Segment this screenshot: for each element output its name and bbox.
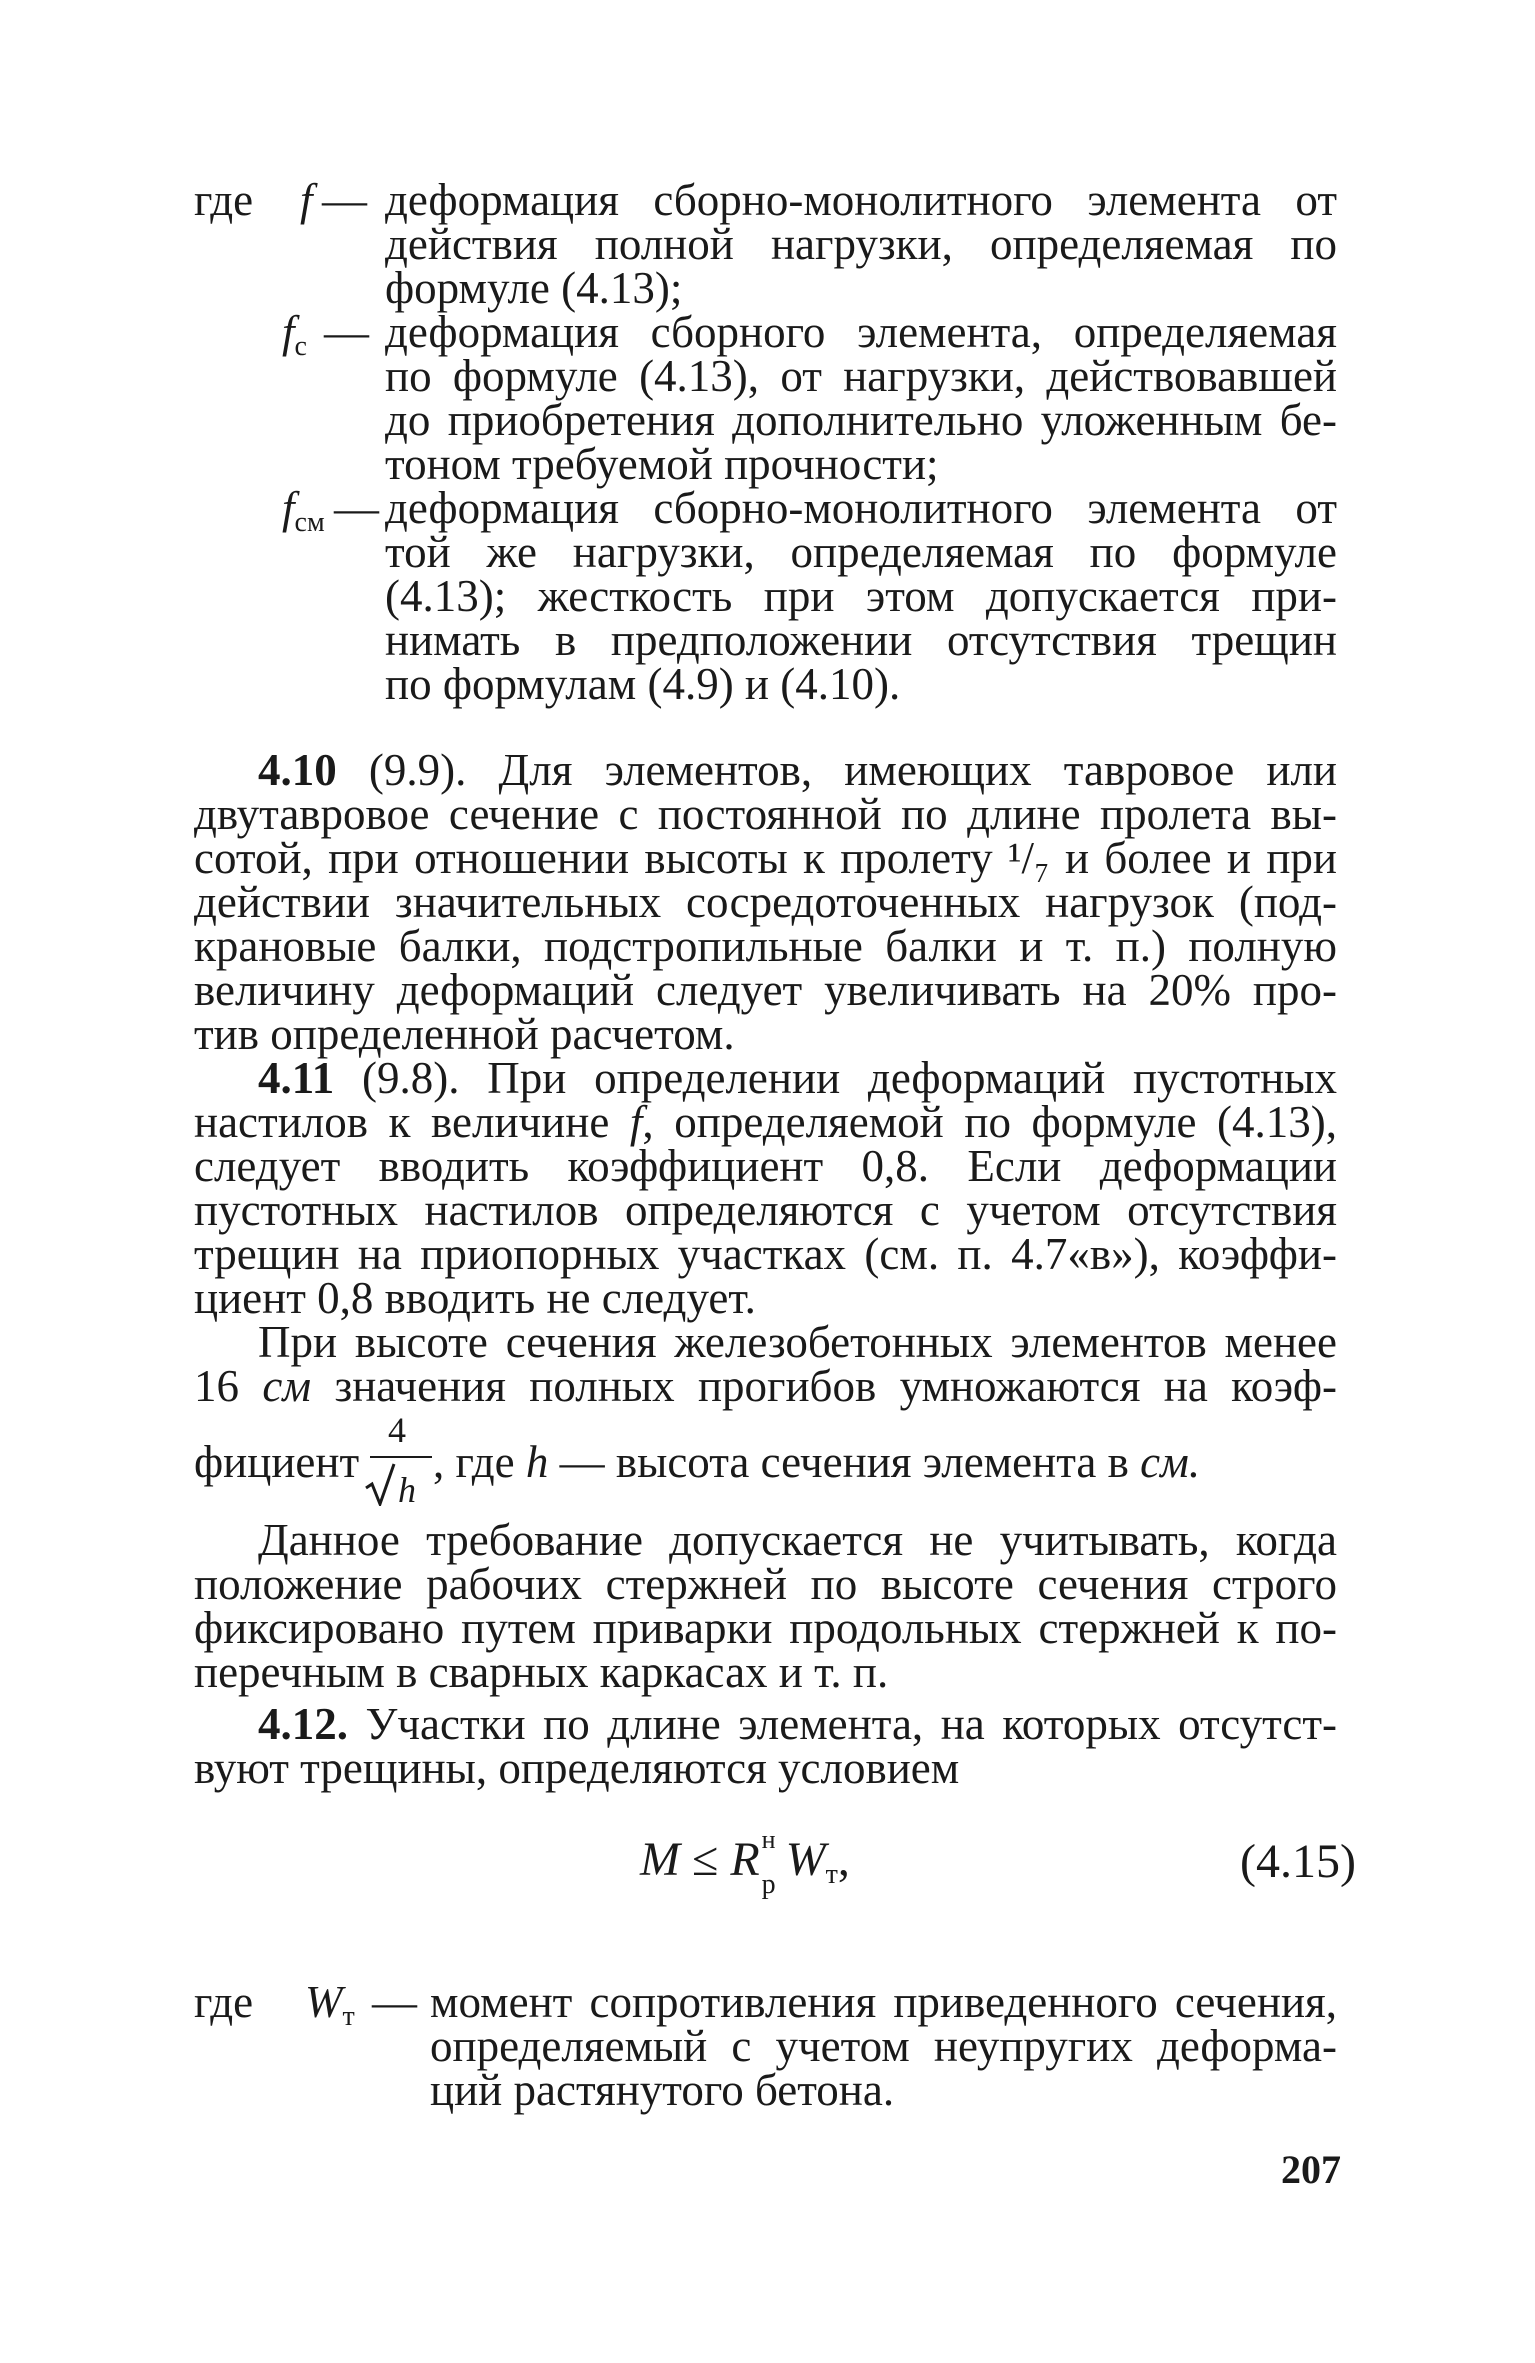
- page-number: 207: [1281, 2147, 1341, 2192]
- def-fcm-line-3: (4.13); жесткость при этом допускается при-: [385, 571, 1337, 621]
- def-f-line-2: действия полной нагрузки, определяемая по: [385, 219, 1337, 269]
- section-number: 4.10: [258, 745, 337, 795]
- formula-4-15: M ≤ R н р $W_т$,: [640, 1825, 850, 1900]
- def-fc-line-1: деформация сборного элемента, определяемая: [385, 307, 1337, 357]
- def-wt-line-2: определяемый с учетом неупругих деформа-: [430, 2021, 1337, 2071]
- symbol-fcm: $f_{см}$: [282, 483, 325, 538]
- def-fc-line-4: тоном требуемой прочности;: [385, 439, 939, 489]
- symbol-fc: $f_с$: [282, 307, 307, 362]
- p411-line-2: настилов к величине f, определяемой по формуле (4.13),: [194, 1097, 1337, 1147]
- def-wt-line-1: момент сопротивления приведенного сечения,: [430, 1977, 1337, 2027]
- p-height-line-2: 16 см значения полных прогибов умножаются на коэф-: [194, 1361, 1338, 1411]
- def-fc-line-3: до приобретения дополнительно уложенным бе-: [385, 395, 1337, 445]
- koef-word: фициент: [194, 1437, 360, 1487]
- formula-number: (4.15): [1240, 1835, 1356, 1888]
- p410-line-5: крановые балки, подстропильные балки и т. п.) полную: [194, 921, 1337, 971]
- def-fc-line-2: по формуле (4.13), от нагрузки, действовавшей: [385, 351, 1337, 401]
- p411-line-3: следует вводить коэффициент 0,8. Если деформации: [194, 1141, 1337, 1191]
- dash: —: [334, 483, 379, 533]
- p410-line-6: величину деформаций следует увеличивать на 20% про-: [194, 965, 1337, 1015]
- def-wt-line-3: ций растянутого бетона.: [430, 2065, 895, 2115]
- def-f-line-3: формуле (4.13);: [385, 263, 683, 313]
- sqrt-icon: [364, 1462, 398, 1506]
- koef-explanation: , где h — высота сечения элемента в см.: [433, 1437, 1201, 1487]
- symbol-f: f: [300, 175, 313, 225]
- p411-line-4: пустотных настилов определяются с учетом отсутствия: [194, 1185, 1337, 1235]
- dash: —: [324, 307, 369, 357]
- fraction-bar: [370, 1456, 432, 1458]
- symbol-wt: $W_т$: [305, 1977, 355, 2032]
- p412-line-2: вуют трещины, определяются условием: [194, 1743, 960, 1793]
- p411-line-6: циент 0,8 вводить не следует.: [194, 1273, 756, 1323]
- section-number: 4.12.: [258, 1699, 348, 1749]
- def-fcm-line-5: по формулам (4.9) и (4.10).: [385, 659, 901, 709]
- p-req-line-2: положение рабочих стержней по высоте сечения строго: [194, 1559, 1337, 1609]
- def-f-line-1: деформация сборно-монолитного элемента от: [385, 175, 1337, 225]
- def-fcm-line-2: той же нагрузки, определяемая по формуле: [385, 527, 1337, 577]
- gde-label: где: [194, 175, 254, 225]
- gde-label: где: [194, 1977, 254, 2027]
- dash: —: [322, 175, 367, 225]
- p411-line-1: 4.11 (9.8). При определении деформаций пустотных: [258, 1053, 1337, 1103]
- p411-line-5: трещин на приопорных участках (см. п. 4.7«в»), коэффи-: [194, 1229, 1337, 1279]
- fraction-denominator: h: [398, 1470, 416, 1510]
- p410-line-4: действии значительных сосредоточенных нагрузок (под-: [194, 877, 1337, 927]
- fraction-numerator: 4: [388, 1410, 406, 1450]
- section-number: 4.11: [258, 1053, 335, 1103]
- p410-line-2: двутавровое сечение с постоянной по длине пролета вы-: [194, 789, 1337, 839]
- def-fcm-line-1: деформация сборно-монолитного элемента от: [385, 483, 1337, 533]
- p410-line-7: тив определенной расчетом.: [194, 1009, 735, 1059]
- p-req-line-3: фиксировано путем приварки продольных стержней к по-: [194, 1603, 1337, 1653]
- p410-line-1: 4.10 (9.9). Для элементов, имеющих тавровое или: [258, 745, 1337, 795]
- p-height-line-1: При высоте сечения железобетонных элементов менее: [258, 1317, 1337, 1367]
- def-fcm-line-4: нимать в предположении отсутствия трещин: [385, 615, 1337, 665]
- p412-line-1: 4.12. Участки по длине элемента, на которых отсутст-: [258, 1699, 1337, 1749]
- p410-line-3: сотой, при отношении высоты к пролету ¹/₇ и более и при: [194, 833, 1337, 883]
- p-req-line-1: Данное требование допускается не учитывать, когда: [258, 1515, 1337, 1565]
- p-req-line-4: перечным в сварных каркасах и т. п.: [194, 1647, 889, 1697]
- dash: —: [372, 1977, 417, 2027]
